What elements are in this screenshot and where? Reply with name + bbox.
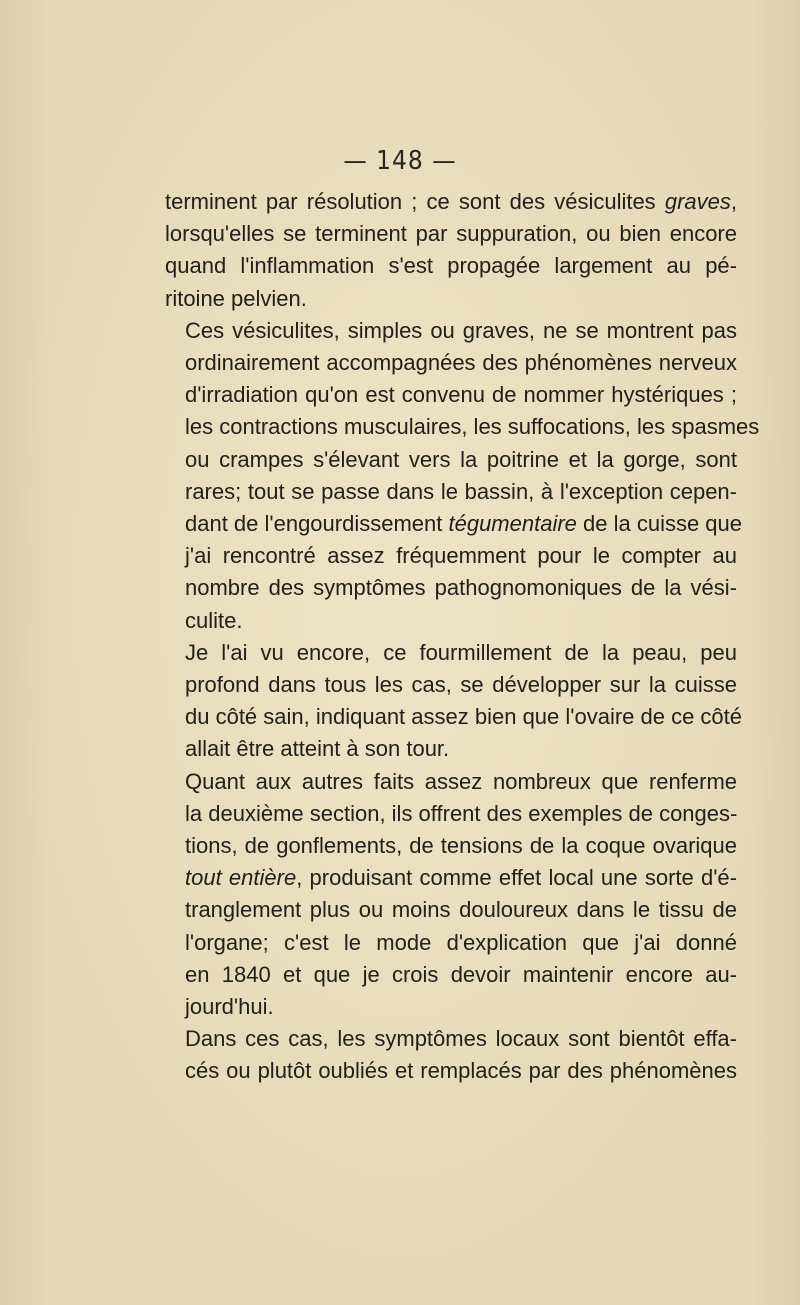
text-line [165,315,737,347]
body-text [165,186,760,1088]
text-run: jourd'hui. [185,994,274,1020]
text-run: tions, de gonflements, de tensions de la coque ovarique [185,833,737,859]
text-line [165,862,737,894]
text-run: allait être atteint à son tour. [185,736,450,762]
text-run: d'irradiation qu'on est convenu de nommer hystériques ; [185,382,737,408]
text-line [165,218,737,250]
text-line [165,347,737,379]
text-line [165,830,737,862]
text-line [165,476,737,508]
text-line [165,991,737,1023]
text-line [165,669,737,701]
italic-text: tégumentaire [448,511,577,537]
text-run: j'ai rencontré assez fréquemment pour le compter au [185,543,737,569]
paragraph [165,315,760,637]
text-run: terminent par résolution ; ce sont des vésiculites [165,189,665,214]
text-run: Ces vésiculites, simples ou graves, ne se montrent pas [185,317,737,343]
text-run: profond dans tous les cas, se développer sur la cuisse [185,672,737,698]
text-run: ritoine pelvien. [165,285,307,311]
text-line [165,1055,737,1087]
text-run: Je l'ai vu encore, ce fourmillement de la peau, peu [185,639,737,665]
text-line [165,1023,737,1055]
text-line [165,283,737,315]
text-run: dant de l'engourdissement [185,511,449,537]
text-line [165,572,737,604]
paragraph [165,1023,737,1087]
text-line [165,540,737,572]
text-run: en 1840 et que je crois devoir maintenir encore au- [185,961,737,987]
text-line [165,605,737,637]
text-line [165,798,737,830]
text-line [165,379,737,411]
text-run: les contractions musculaires, les suffocations, les spasmes [185,414,760,440]
text-run: la deuxième section, ils offrent des exemples de conges- [185,800,738,826]
italic-text: graves [664,189,731,214]
text-run: lorsqu'elles se terminent par suppuration, ou bien encore [165,221,737,247]
text-line [165,444,737,476]
text-line [165,894,737,926]
page-number: — 148 — [343,146,457,176]
text-line [165,701,743,733]
text-line [165,733,737,765]
text-line [165,959,737,991]
text-run: du côté sain, indiquant assez bien que l'ovaire de ce côté [185,704,743,730]
text-run: Dans ces cas, les symptômes locaux sont bientôt effa- [185,1026,737,1052]
text-line [165,250,737,282]
text-run: rares; tout se passe dans le bassin, à l'exception cepen- [185,478,737,504]
text-run: culite. [185,607,243,633]
text-run: l'organe; c'est le mode d'explication que j'ai donné [185,929,737,955]
text-run: ou crampes s'élevant vers la poitrine et la gorge, sont [185,446,737,472]
text-run: quand l'inflammation s'est propagée largement au pé- [165,253,737,279]
text-run: ordinairement accompagnées des phénomènes nerveux [185,350,737,376]
text-line [165,766,737,798]
text-line [165,411,760,443]
text-run: Quant aux autres faits assez nombreux que renferme [185,768,737,794]
text-run: , produisant comme effet local une sorte d'é- [296,865,737,891]
italic-text: tout entière [185,865,297,891]
paragraph [165,766,737,1024]
text-line [165,508,743,540]
text-line [165,186,737,218]
paragraph [165,637,743,766]
text-line [165,927,737,959]
text-run: nombre des symptômes pathognomoniques de la vési- [185,575,737,601]
text-run: de la cuisse que [576,511,743,537]
text-run: , [730,189,737,214]
text-run: cés ou plutôt oubliés et remplacés par des phénomènes [185,1058,737,1084]
text-run: tranglement plus ou moins douloureux dans le tissu de [185,897,737,923]
text-line [165,637,737,669]
paragraph [165,186,737,315]
